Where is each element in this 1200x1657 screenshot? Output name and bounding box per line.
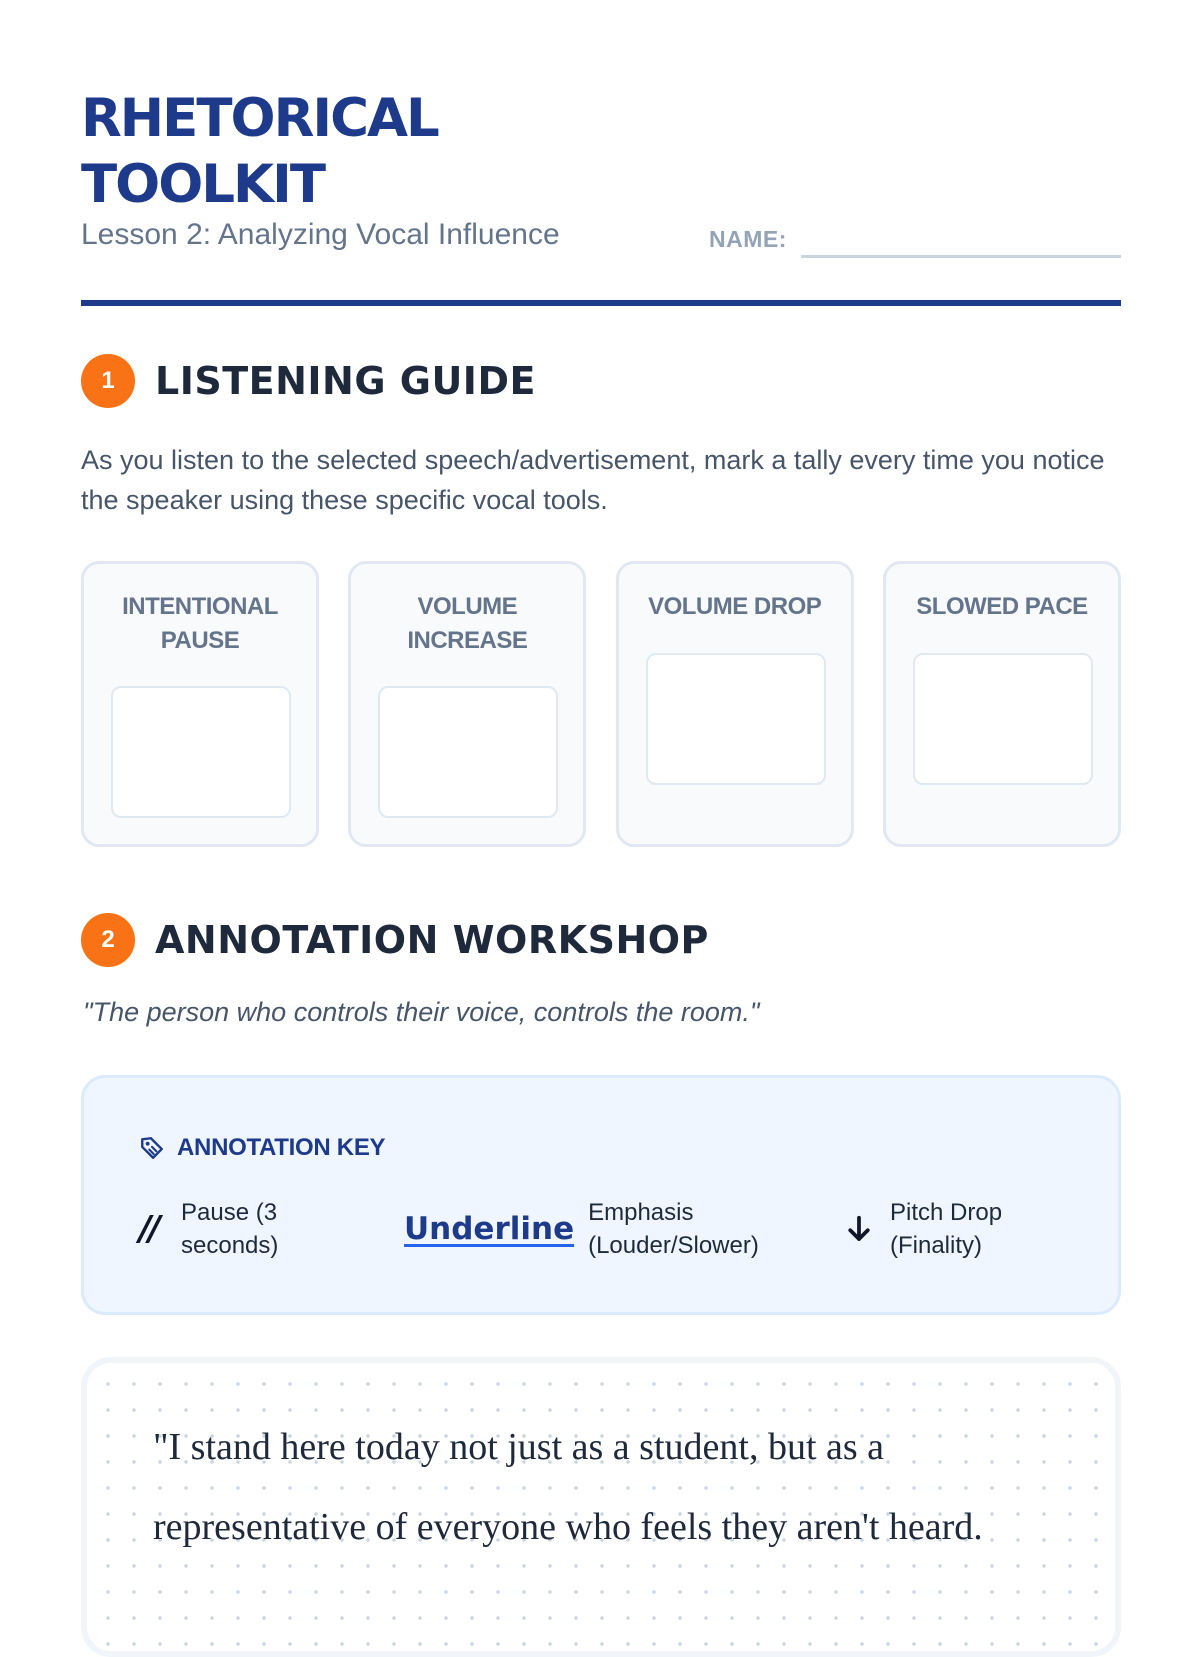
tally-label: VOLUME DROP bbox=[648, 593, 822, 620]
tally-label: SLOWED PACE bbox=[916, 593, 1088, 620]
tally-box[interactable] bbox=[111, 686, 291, 818]
arrow-down-icon bbox=[844, 1214, 874, 1244]
key-description: Emphasis (Louder/Slower) bbox=[588, 1199, 759, 1259]
annotation-key-header bbox=[139, 1134, 385, 1162]
key-item-pause bbox=[139, 1196, 311, 1262]
name-field[interactable] bbox=[801, 255, 1121, 258]
annotation-key-panel bbox=[81, 1075, 1121, 1315]
tally-box[interactable] bbox=[646, 653, 826, 785]
name-label: NAME: bbox=[709, 226, 787, 252]
underline-symbol: Underline bbox=[404, 1211, 575, 1247]
tally-box[interactable] bbox=[378, 686, 558, 818]
tally-box[interactable] bbox=[913, 653, 1093, 785]
speech-text[interactable]: "I stand here today not just as a student, but as a representative of everyone who feels they aren't heard. bbox=[153, 1426, 983, 1548]
section-title: ANNOTATION WORKSHOP bbox=[155, 918, 709, 962]
tally-card-volume-drop bbox=[616, 561, 854, 847]
section-annotation-workshop bbox=[81, 913, 709, 967]
section-number-badge: 2 bbox=[81, 913, 135, 967]
listening-instructions: As you listen to the selected speech/advertisement, mark a tally every time you notice the speaker using these specific vocal tools. bbox=[81, 445, 1105, 515]
speech-text-card bbox=[81, 1357, 1121, 1657]
header-divider bbox=[81, 300, 1121, 306]
tag-icon bbox=[139, 1135, 165, 1161]
section-title: LISTENING GUIDE bbox=[155, 359, 536, 403]
key-description: Pause (3 seconds) bbox=[181, 1199, 279, 1259]
tally-row bbox=[81, 561, 1121, 847]
pause-symbol: // bbox=[139, 1209, 158, 1249]
tally-label: INTENTIONAL PAUSE bbox=[122, 593, 278, 654]
key-description: Pitch Drop (Finality) bbox=[890, 1199, 1003, 1259]
page-title: RHETORICAL TOOLKIT bbox=[81, 88, 438, 215]
tally-card-volume-increase bbox=[348, 561, 586, 847]
key-item-emphasis bbox=[404, 1196, 788, 1262]
tally-card-slowed-pace bbox=[883, 561, 1121, 847]
section-number-badge: 1 bbox=[81, 354, 135, 408]
section-listening-guide bbox=[81, 354, 536, 408]
lesson-subtitle: Lesson 2: Analyzing Vocal Influence bbox=[81, 218, 560, 251]
tally-card-intentional-pause bbox=[81, 561, 319, 847]
tally-label: VOLUME INCREASE bbox=[407, 593, 528, 654]
annotation-key-title: ANNOTATION KEY bbox=[177, 1134, 386, 1161]
key-item-pitch-drop bbox=[844, 1196, 1040, 1262]
section-quote: "The person who controls their voice, controls the room." bbox=[83, 997, 760, 1027]
